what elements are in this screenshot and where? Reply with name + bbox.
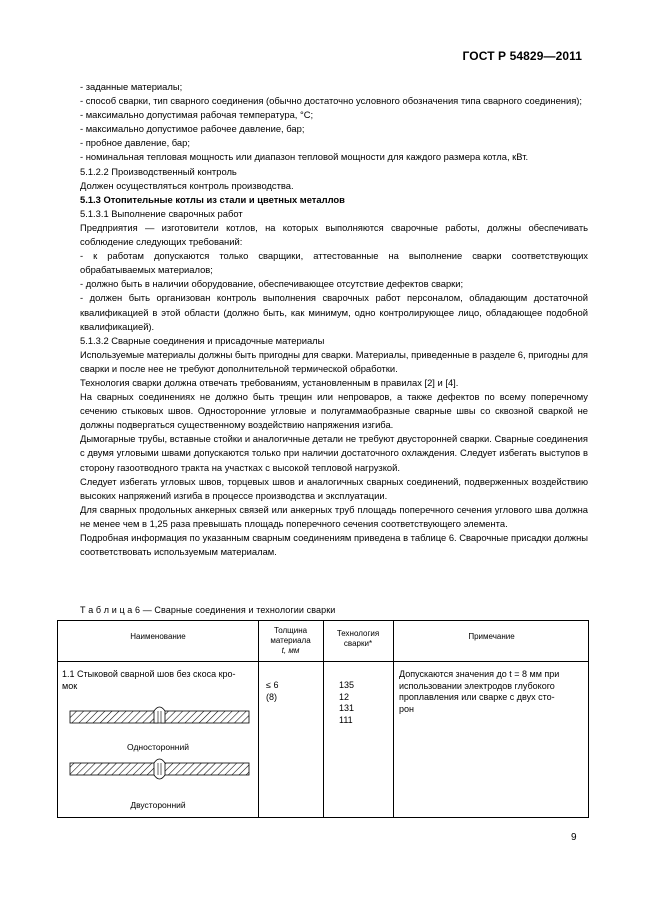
list-item: - пробное давление, бар; (80, 137, 190, 149)
single-sided-weld-drawing (70, 707, 249, 723)
row-name: 1.1 Стыковой сварной шов без скоса кро- мок (62, 669, 236, 691)
list-item: - максимально допустимое рабочее давление, бар; (80, 123, 305, 135)
row-thickness: ≤ 6 (8) (266, 680, 279, 702)
header-thickness: Толщина материала t, мм (270, 626, 311, 655)
list-item: - номинальная тепловая мощность или диапазон тепловой мощности для каждого размера котла, кВт. (80, 151, 529, 163)
double-sided-label: Двусторонний (130, 800, 186, 810)
table-caption: Т а б л и ц а 6 — Сварные соединения и технологии сварки (80, 605, 336, 615)
double-sided-weld-drawing (70, 759, 249, 779)
header-name: Наименование (130, 632, 186, 641)
list-item: - должно быть в наличии оборудование, обеспечивающее отсутствие дефектов сварки; (80, 278, 464, 290)
subsection-heading: 5.1.3.2 Сварные соединения и присадочные материалы (80, 334, 325, 346)
body-text (80, 80, 588, 559)
paragraph: Используемые материалы должны быть пригодны для сварки. Материалы, приведенные в разделе 6, пригодны для сварки и после нее не требуют дополнительной термической обработки. (80, 348, 588, 374)
list-item: - максимально допустимая рабочая температура, °С; (80, 109, 314, 121)
header-technology: Технология сварки* (336, 629, 380, 648)
section-heading: 5.1.3 Отопительные котлы из стали и цветных металлов (80, 193, 345, 205)
list-item: - к работам допускаются только сварщики, аттестованные на выполнение сварки соответствующих обрабатываемых материалов; (80, 250, 588, 276)
paragraph: Технология сварки должна отвечать требованиям, установленным в правилах [2] и [4]. (80, 376, 459, 388)
subsection-heading: 5.1.2.2 Производственный контроль (80, 165, 237, 177)
row-technologies: 135 12 131 111 (339, 680, 355, 725)
paragraph: Дымогарные трубы, вставные стойки и аналогичные детали не требуют двусторонней сварки. Сварные соединения с двумя угловыми швами допускаются только при наличии достаточного охлаждения. Следует избегать выступов в сторону газоотводного тракта на участках с высокой тепловой нагрузкой. (80, 433, 588, 473)
paragraph: Следует избегать угловых швов, торцевых швов и аналогичных сварных соединений, подверженных воздействию высоких напряжений изгиба в процессе производства и эксплуатации. (80, 475, 588, 501)
subsection-heading: 5.1.3.1 Выполнение сварочных работ (80, 207, 243, 219)
paragraph: На сварных соединениях не должно быть трещин или непроваров, а также дефектов по всему поперечному сечению стыковых швов. Односторонние угловые и полугаммаобразные сварные швы со сквозной сваркой не должны подвергаться существенному воздействию напряжения изгиба. (80, 391, 588, 431)
welding-table (57, 620, 589, 818)
header-note: Примечание (468, 632, 515, 641)
list-item: - должен быть организован контроль выполнения сварочных работ персоналом, обладающим достаточной квалификацией в этой области (должно быть, как минимум, одно контролирующее лицо, обладающее подобной квалификацией). (80, 292, 588, 332)
paragraph: Подробная информация по указанным сварным соединениям приведена в таблице 6. Сварочные присадки должны соответствовать используемым материалам. (80, 532, 588, 558)
list-item: - заданные материалы; (80, 81, 183, 92)
single-sided-label: Односторонний (127, 742, 189, 752)
list-item: - способ сварки, тип сварного соединения (обычно достаточно условного обозначения типа сварного соединения); (80, 95, 583, 107)
row-note: Допускаются значения до t = 8 мм при использовании электродов глубокого проплавления или сварке с двух сто- рон (399, 669, 560, 714)
paragraph: Должен осуществляться контроль производства. (80, 179, 294, 191)
paragraph: Для сварных продольных анкерных связей или анкерных труб площадь поперечного сечения углового шва должна не менее чем в 1,25 раза превышать площадь поперечного сечения соответствующего элемента. (80, 503, 588, 529)
paragraph: Предприятия — изготовители котлов, на которых выполняются сварочные работы, должны обеспечивать соблюдение следующих требований: (80, 221, 588, 248)
standard-code: ГОСТ Р 54829—2011 (462, 49, 582, 63)
page-number: 9 (571, 832, 577, 843)
